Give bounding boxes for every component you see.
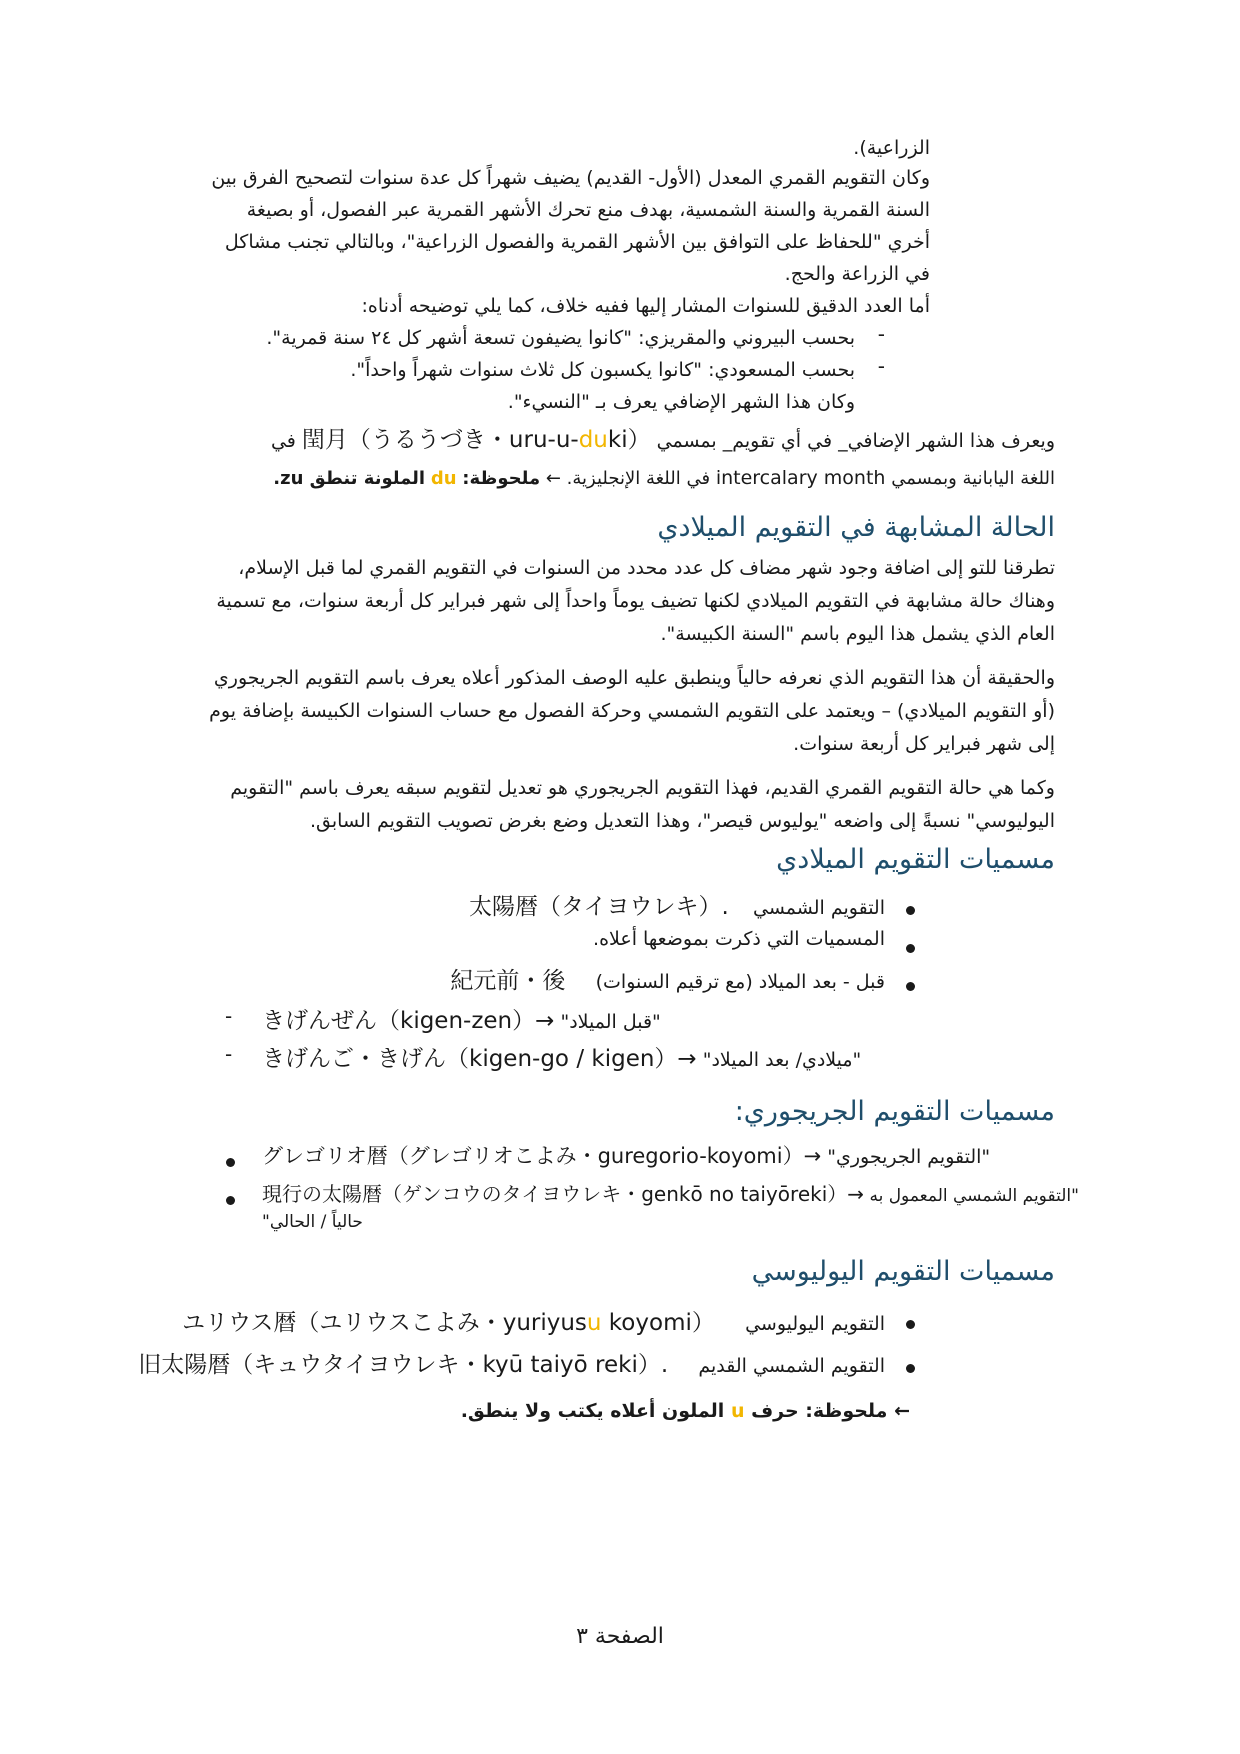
- bullet-jp-highlight: u: [586, 1310, 602, 1336]
- intercalary-ar-a: اللغة اليابانية وبمسمي: [891, 468, 1055, 489]
- paragraph-line: اليوليوسي" نسبةً إلى واضعه "يوليوس قيصر"، وهذا التعديل وضع بغرض تصويب التقويم السابق.: [309, 810, 1055, 832]
- bullet-jp-end: koyomi）: [601, 1310, 715, 1336]
- bullet-jp: 現行の太陽暦（ゲンコウのタイヨウレキ・genkō no taiyōreki）→: [262, 1182, 865, 1206]
- paragraph: [195, 552, 1055, 651]
- julian-note: [461, 1400, 910, 1422]
- bullet-ar: التقويم اليوليوسي: [745, 1313, 885, 1335]
- bullet-icon: [906, 1364, 915, 1373]
- bullet-jp: 旧太陽暦（キュウタイヨウレキ・kyū taiyō reki）.: [138, 1352, 669, 1378]
- text-line: أما العدد الدقيق للسنوات المشار إليها ففيه خلاف، كما يلي توضيحه أدناه:: [361, 295, 930, 317]
- uruu-jp-end: ki）: [607, 427, 651, 453]
- note-highlight: u: [730, 1400, 745, 1422]
- bullet-icon: [226, 1196, 235, 1205]
- uruu-ar-prefix: ويعرف هذا الشهر الإضافي_ في أي تقويم_ بمسمي: [656, 430, 1055, 452]
- paragraph: [195, 772, 1055, 838]
- bullet-item: [138, 1346, 885, 1379]
- bullet-jp-term: [182, 1304, 715, 1337]
- bullet-jp: グレゴリオ暦（グレゴリオこよみ・guregorio-koyomi）→: [262, 1144, 822, 1168]
- page-number: الصفحة ٣: [576, 1624, 664, 1649]
- bullet-item: [182, 1304, 885, 1337]
- dash-marker: -: [225, 1042, 233, 1066]
- bullet-jp: 太陽暦（タイヨウレキ）.: [468, 894, 729, 920]
- paragraph-line: تطرقنا للتو إلى اضافة وجود شهر مضاف كل عدد محدد من السنوات في التقويم القمري لما قبل الإسلام،: [238, 557, 1055, 579]
- bullet-icon: [226, 1158, 235, 1167]
- dash-jp: きげんご・きげん（kigen-go / kigen）→: [262, 1046, 697, 1072]
- bullet-ar: "التقويم الجريجوري": [827, 1146, 991, 1168]
- uruu-jp-highlight: du: [578, 427, 608, 453]
- bullet-icon: [906, 906, 915, 915]
- bullet-item: [469, 888, 885, 921]
- paragraph-line: العام الذي يشمل هذا اليوم باسم "السنة الكبيسة".: [660, 623, 1055, 645]
- arrow-icon: ←: [545, 468, 561, 489]
- bullet-jp: 紀元前・後: [450, 968, 566, 994]
- note-label: ملحوظة:: [462, 468, 541, 489]
- dash-item-text: بحسب البيروني والمقريزي: "كانوا يضيفون تسعة أشهر كل ٢٤ سنة قمرية".: [266, 327, 855, 349]
- dash-item-text: بحسب المسعودي: "كانوا يكسبون كل ثلاث سنوات شهراً واحداً".: [350, 359, 855, 381]
- section-heading: مسميات التقويم الميلادي: [776, 844, 1055, 875]
- note-rest: الملون أعلاه يكتب ولا ينطق.: [460, 1400, 725, 1422]
- intercalary-line: [273, 466, 1055, 491]
- uruu-line: [271, 426, 1055, 456]
- dash-marker: -: [225, 1004, 233, 1028]
- bullet-icon: [906, 944, 915, 953]
- bullet-ar: قبل - بعد الميلاد (مع ترقيم السنوات): [595, 971, 885, 993]
- dash-ar: "ميلادي/ بعد الميلاد": [702, 1049, 862, 1071]
- bullet-ar: "التقويم الشمسي المعمول به: [869, 1186, 1079, 1206]
- paragraph-line: إلى شهر فبراير كل أربعة سنوات.: [793, 733, 1055, 755]
- bullet-ar: المسميات التي ذكرت بموضعها أعلاه.: [593, 928, 885, 950]
- nasi-line: وكان هذا الشهر الإضافي يعرف بـ "النسيء".: [507, 391, 855, 413]
- dash-item: [262, 1002, 661, 1035]
- intercalary-ar-b: في اللغة الإنجليزية.: [566, 468, 711, 489]
- text-line: وكان التقويم القمري المعدل (الأول- القديم) يضيف شهراً كل عدة سنوات لتصحيح الفرق بين: [211, 167, 930, 189]
- section-heading: مسميات التقويم الجريجوري:: [734, 1096, 1055, 1127]
- paragraph-line: (أو التقويم الميلادي) – ويعتمد على التقويم الشمسي وحركة الفصول مع حساب السنوات الكبيسة بإضافة يوم: [209, 700, 1055, 722]
- uruu-jp-term: [302, 426, 651, 456]
- note-label: ملحوظة: حرف: [751, 1400, 888, 1422]
- bullet-icon: [906, 1320, 915, 1329]
- dash-item: [262, 1040, 861, 1073]
- section-heading: الحالة المشابهة في التقويم الميلادي: [657, 512, 1055, 543]
- paragraph-line: وهناك حالة مشابهة في التقويم الميلادي لكنها تضيف يوماً واحداً إلى شهر فبراير كل أربعة سنوات، مع تسمية: [216, 590, 1055, 612]
- bullet-item: [262, 1178, 1079, 1207]
- bullet-item: [450, 962, 885, 995]
- bullet-ar: التقويم الشمسي: [753, 897, 885, 919]
- bullet-icon: [906, 982, 915, 991]
- uruu-jp: 閏月（うるうづき・uru-u-: [301, 427, 579, 453]
- paragraph-line: وكما هي حالة التقويم القمري القديم، فهذا التقويم الجريجوري هو تعديل لتقويم سبقه يعرف باسم "التقويم: [230, 777, 1055, 799]
- bullet-jp: ユリウス暦（ユリウスこよみ・yuriyus: [182, 1310, 587, 1336]
- uruu-ar-suffix: في: [270, 430, 296, 452]
- paragraph: [195, 662, 1055, 761]
- dash-ar: "قبل الميلاد": [560, 1011, 661, 1033]
- intercalary-en: intercalary month: [715, 467, 886, 489]
- bullet-ar: التقويم الشمسي القديم: [698, 1355, 885, 1377]
- bullet-item: [262, 1140, 990, 1170]
- text-line: الزراعية).: [853, 137, 930, 159]
- dash-marker: -: [877, 322, 885, 346]
- text-line: أخري "للحفاظ على التوافق بين الأشهر القمرية والفصول الزراعية"، وبالتالي تجنب مشاكل: [224, 231, 930, 253]
- text-line: السنة القمرية والسنة الشمسية، بهدف منع تحرك الأشهر القمرية عبر الفصول، أو بصيغة: [246, 199, 930, 221]
- dash-jp: きげんぜん（kigen-zen）→: [262, 1008, 555, 1034]
- section-heading: مسميات التقويم اليوليوسي: [751, 1256, 1055, 1287]
- dash-marker: -: [877, 354, 885, 378]
- arrow-icon: ←: [894, 1400, 910, 1422]
- bullet-item: [593, 928, 885, 950]
- bullet-continuation: حالياً / الحالي": [262, 1212, 363, 1232]
- note-highlight: du: [430, 468, 457, 489]
- note-rest: الملونة تنطق zu.: [273, 468, 426, 489]
- paragraph-line: والحقيقة أن هذا التقويم الذي نعرفه حالياً وينطبق عليه الوصف المذكور أعلاه يعرف باسم التقويم الجريجوري: [213, 667, 1055, 689]
- text-line: في الزراعة والحج.: [784, 263, 930, 285]
